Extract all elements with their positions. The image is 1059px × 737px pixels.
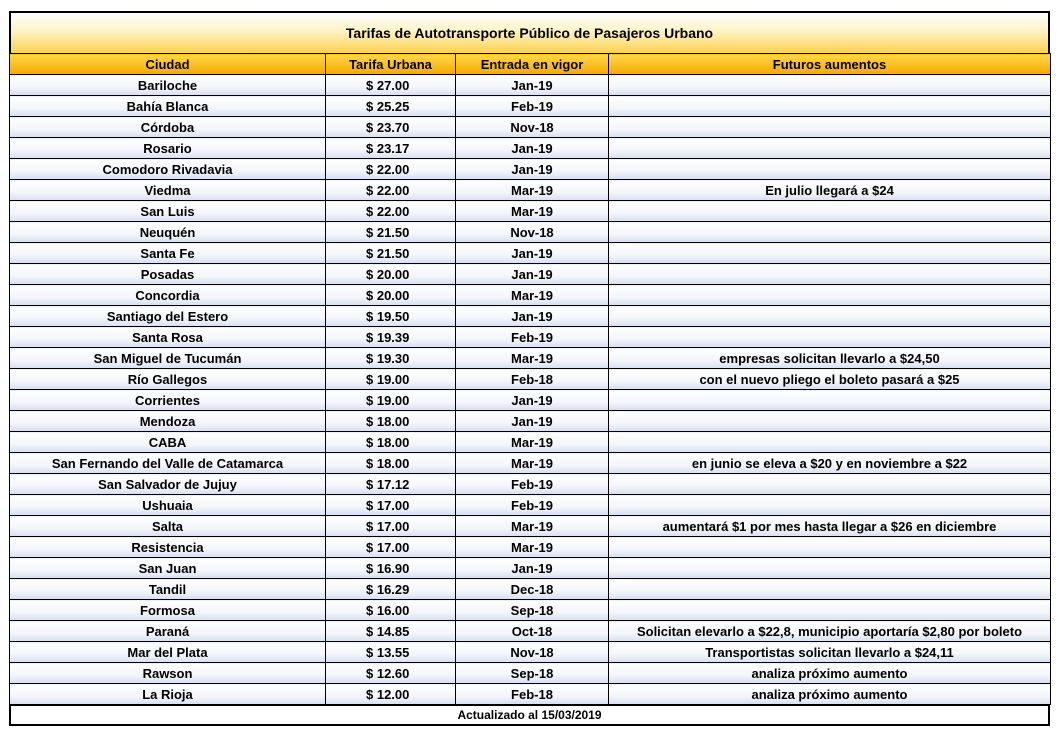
table-row [10,285,1051,306]
cell-entrada-en-vigor: Jan-19 [456,411,609,432]
cell-tarifa: $ 19.50 [326,306,456,327]
table-row [10,411,1051,432]
cell-futuros-aumentos [609,222,1051,243]
cell-ciudad: Rawson [10,663,326,684]
cell-tarifa: $ 22.00 [326,180,456,201]
cell-futuros-aumentos [609,306,1051,327]
cell-tarifa: $ 21.50 [326,243,456,264]
cell-tarifa: $ 22.00 [326,201,456,222]
cell-entrada-en-vigor: Sep-18 [456,663,609,684]
cell-ciudad: Santa Fe [10,243,326,264]
cell-ciudad: Santiago del Estero [10,306,326,327]
table-row [10,264,1051,285]
cell-ciudad: Concordia [10,285,326,306]
cell-entrada-en-vigor: Feb-18 [456,684,609,705]
cell-entrada-en-vigor: Mar-19 [456,348,609,369]
table-row [10,201,1051,222]
cell-futuros-aumentos [609,327,1051,348]
table-row [10,75,1051,96]
cell-entrada-en-vigor: Dec-18 [456,579,609,600]
table-row [10,96,1051,117]
cell-entrada-en-vigor: Oct-18 [456,621,609,642]
cell-tarifa: $ 19.00 [326,390,456,411]
cell-ciudad: La Rioja [10,684,326,705]
cell-ciudad: Neuquén [10,222,326,243]
cell-ciudad: Mar del Plata [10,642,326,663]
cell-futuros-aumentos: Solicitan elevarlo a $22,8, municipio aportaría $2,80 por boleto [609,621,1051,642]
cell-ciudad: Bariloche [10,75,326,96]
cell-ciudad: Corrientes [10,390,326,411]
cell-ciudad: Córdoba [10,117,326,138]
cell-ciudad: Río Gallegos [10,369,326,390]
header-row [10,54,1051,75]
cell-entrada-en-vigor: Jan-19 [456,306,609,327]
table-row [10,117,1051,138]
cell-entrada-en-vigor: Nov-18 [456,222,609,243]
cell-entrada-en-vigor: Mar-19 [456,285,609,306]
cell-entrada-en-vigor: Jan-19 [456,390,609,411]
cell-tarifa: $ 17.00 [326,537,456,558]
table-row [10,390,1051,411]
cell-tarifa: $ 16.00 [326,600,456,621]
cell-futuros-aumentos: analiza próximo aumento [609,663,1051,684]
cell-entrada-en-vigor: Sep-18 [456,600,609,621]
cell-tarifa: $ 17.00 [326,516,456,537]
cell-tarifa: $ 27.00 [326,75,456,96]
cell-ciudad: Tandil [10,579,326,600]
table-row [10,369,1051,390]
cell-entrada-en-vigor: Nov-18 [456,642,609,663]
table-header [10,54,1051,75]
table-row [10,159,1051,180]
cell-entrada-en-vigor: Mar-19 [456,432,609,453]
cell-tarifa: $ 20.00 [326,285,456,306]
header-entrada-en-vigor: Entrada en vigor [456,54,609,75]
cell-entrada-en-vigor: Jan-19 [456,138,609,159]
table-row [10,537,1051,558]
table-row [10,579,1051,600]
cell-tarifa: $ 13.55 [326,642,456,663]
cell-futuros-aumentos: en junio se eleva a $20 y en noviembre a $22 [609,453,1051,474]
table-row [10,558,1051,579]
cell-tarifa: $ 18.00 [326,411,456,432]
cell-futuros-aumentos: Transportistas solicitan llevarlo a $24,11 [609,642,1051,663]
table-row [10,516,1051,537]
table-row [10,222,1051,243]
cell-futuros-aumentos [609,264,1051,285]
cell-entrada-en-vigor: Jan-19 [456,159,609,180]
table-row [10,684,1051,705]
cell-entrada-en-vigor: Feb-19 [456,474,609,495]
cell-entrada-en-vigor: Jan-19 [456,75,609,96]
cell-ciudad: Mendoza [10,411,326,432]
table-row [10,663,1051,684]
cell-ciudad: Bahía Blanca [10,96,326,117]
cell-tarifa: $ 12.60 [326,663,456,684]
cell-ciudad: Paraná [10,621,326,642]
cell-futuros-aumentos [609,600,1051,621]
cell-ciudad: Santa Rosa [10,327,326,348]
cell-ciudad: San Miguel de Tucumán [10,348,326,369]
cell-entrada-en-vigor: Jan-19 [456,243,609,264]
cell-futuros-aumentos [609,579,1051,600]
cell-tarifa: $ 22.00 [326,159,456,180]
cell-tarifa: $ 19.39 [326,327,456,348]
cell-tarifa: $ 21.50 [326,222,456,243]
table-row [10,180,1051,201]
cell-ciudad: Ushuaia [10,495,326,516]
cell-tarifa: $ 17.12 [326,474,456,495]
table-row [10,600,1051,621]
cell-tarifa: $ 23.70 [326,117,456,138]
tariff-sheet [9,11,1050,726]
cell-entrada-en-vigor: Mar-19 [456,537,609,558]
cell-ciudad: Viedma [10,180,326,201]
cell-tarifa: $ 16.90 [326,558,456,579]
cell-tarifa: $ 20.00 [326,264,456,285]
cell-ciudad: Posadas [10,264,326,285]
cell-futuros-aumentos [609,411,1051,432]
cell-entrada-en-vigor: Feb-19 [456,495,609,516]
cell-futuros-aumentos [609,201,1051,222]
cell-tarifa: $ 12.00 [326,684,456,705]
cell-tarifa: $ 17.00 [326,495,456,516]
cell-entrada-en-vigor: Mar-19 [456,453,609,474]
cell-futuros-aumentos [609,432,1051,453]
cell-futuros-aumentos [609,495,1051,516]
cell-entrada-en-vigor: Feb-19 [456,96,609,117]
cell-ciudad: Rosario [10,138,326,159]
cell-futuros-aumentos: En julio llegará a $24 [609,180,1051,201]
table-row [10,138,1051,159]
cell-tarifa: $ 14.85 [326,621,456,642]
cell-entrada-en-vigor: Mar-19 [456,180,609,201]
cell-ciudad: San Salvador de Jujuy [10,474,326,495]
cell-entrada-en-vigor: Feb-18 [456,369,609,390]
table-row [10,432,1051,453]
cell-futuros-aumentos: aumentará $1 por mes hasta llegar a $26 en diciembre [609,516,1051,537]
cell-futuros-aumentos: con el nuevo pliego el boleto pasará a $25 [609,369,1051,390]
cell-ciudad: San Fernando del Valle de Catamarca [10,453,326,474]
tariff-table [9,53,1051,705]
cell-entrada-en-vigor: Jan-19 [456,558,609,579]
cell-futuros-aumentos [609,558,1051,579]
header-ciudad: Ciudad [10,54,326,75]
cell-futuros-aumentos [609,474,1051,495]
cell-tarifa: $ 19.30 [326,348,456,369]
cell-entrada-en-vigor: Nov-18 [456,117,609,138]
cell-futuros-aumentos [609,75,1051,96]
cell-futuros-aumentos: analiza próximo aumento [609,684,1051,705]
cell-ciudad: Salta [10,516,326,537]
cell-ciudad: Formosa [10,600,326,621]
cell-futuros-aumentos: empresas solicitan llevarlo a $24,50 [609,348,1051,369]
cell-tarifa: $ 18.00 [326,432,456,453]
cell-futuros-aumentos [609,117,1051,138]
cell-futuros-aumentos [609,390,1051,411]
table-row [10,453,1051,474]
cell-entrada-en-vigor: Jan-19 [456,264,609,285]
updated-footer: Actualizado al 15/03/2019 [9,705,1050,726]
header-futuros-aumentos: Futuros aumentos [609,54,1051,75]
table-row [10,327,1051,348]
table-title: Tarifas de Autotransporte Público de Pasajeros Urbano [9,11,1050,53]
cell-futuros-aumentos [609,537,1051,558]
cell-tarifa: $ 23.17 [326,138,456,159]
cell-futuros-aumentos [609,96,1051,117]
cell-tarifa: $ 19.00 [326,369,456,390]
cell-futuros-aumentos [609,138,1051,159]
cell-ciudad: Resistencia [10,537,326,558]
cell-futuros-aumentos [609,243,1051,264]
cell-entrada-en-vigor: Mar-19 [456,201,609,222]
cell-ciudad: San Luis [10,201,326,222]
table-row [10,306,1051,327]
cell-entrada-en-vigor: Feb-19 [456,327,609,348]
header-tarifa-urbana: Tarifa Urbana [326,54,456,75]
cell-ciudad: San Juan [10,558,326,579]
table-row [10,474,1051,495]
cell-tarifa: $ 16.29 [326,579,456,600]
cell-ciudad: Comodoro Rivadavia [10,159,326,180]
table-row [10,348,1051,369]
table-row [10,642,1051,663]
table-body [10,75,1051,705]
cell-futuros-aumentos [609,285,1051,306]
cell-entrada-en-vigor: Mar-19 [456,516,609,537]
table-row [10,621,1051,642]
table-row [10,243,1051,264]
cell-tarifa: $ 25.25 [326,96,456,117]
cell-futuros-aumentos [609,159,1051,180]
cell-ciudad: CABA [10,432,326,453]
cell-tarifa: $ 18.00 [326,453,456,474]
table-row [10,495,1051,516]
